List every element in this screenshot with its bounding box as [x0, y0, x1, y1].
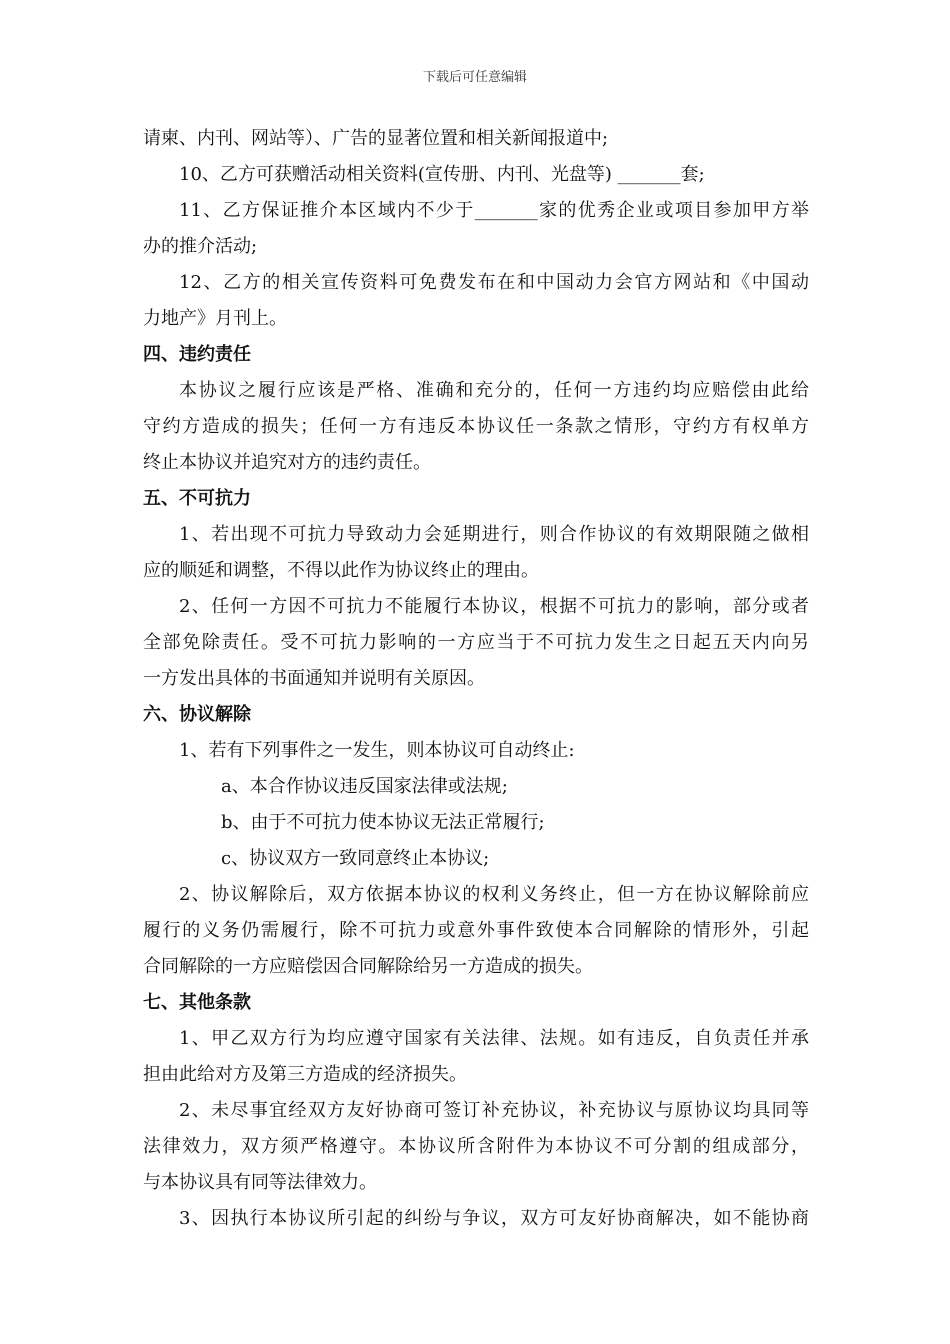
text-line: 10、乙方可获赠活动相关资料(宣传册、内刊、光盘等) _______套;: [179, 164, 705, 185]
document-body: [143, 121, 809, 1237]
section-heading: 六、协议解除: [143, 704, 251, 725]
text-line: 合同解除的一方应赔偿因合同解除给另一方造成的损失。: [143, 956, 593, 977]
text-line: 1、若有下列事件之一发生，则本协议可自动终止:: [179, 740, 575, 761]
text-line: 2、未尽事宜经双方友好协商可签订补充协议，补充协议与原协议均具同等: [179, 1100, 809, 1121]
text-line: c、协议双方一致同意终止本协议;: [221, 848, 490, 869]
text-line: 履行的义务仍需履行，除不可抗力或意外事件致使本合同解除的情形外，引起: [143, 920, 809, 941]
text-line: 一方发出具体的书面通知并说明有关原因。: [143, 668, 485, 689]
text-line: 应的顺延和调整，不得以此作为协议终止的理由。: [143, 560, 539, 581]
text-line: 本协议之履行应该是严格、准确和充分的，任何一方违约均应赔偿由此给: [179, 380, 809, 401]
text-line: 守约方造成的损失；任何一方有违反本协议任一条款之情形，守约方有权单方: [143, 416, 809, 437]
section-heading: 五、不可抗力: [143, 488, 251, 509]
text-line: 12、乙方的相关宣传资料可免费发布在和中国动力会官方网站和《中国动: [179, 272, 809, 293]
text-line: 终止本协议并追究对方的违约责任。: [143, 452, 431, 473]
text-line: 担由此给对方及第三方造成的经济损失。: [143, 1064, 467, 1085]
text-line: 2、协议解除后，双方依据本协议的权利义务终止，但一方在协议解除前应: [179, 884, 809, 905]
text-line: 与本协议具有同等法律效力。: [143, 1172, 377, 1193]
text-line: 力地产》月刊上。: [143, 308, 287, 329]
section-heading: 七、其他条款: [143, 992, 251, 1013]
text-line: b、由于不可抗力使本协议无法正常履行;: [221, 812, 545, 833]
text-line: 3、因执行本协议所引起的纠纷与争议，双方可友好协商解决，如不能协商: [179, 1208, 809, 1229]
text-line: 办的推介活动;: [143, 236, 258, 257]
text-line: 1、甲乙双方行为均应遵守国家有关法律、法规。如有违反，自负责任并承: [179, 1028, 809, 1049]
text-line: 法律效力，双方须严格遵守。本协议所含附件为本协议不可分割的组成部分，: [143, 1136, 809, 1157]
text-line: a、本合作协议违反国家法律或法规;: [221, 776, 508, 797]
text-line: 2、任何一方因不可抗力不能履行本协议，根据不可抗力的影响，部分或者: [179, 596, 809, 617]
text-line: 11、乙方保证推介本区域内不少于_______家的优秀企业或项目参加甲方举: [179, 200, 809, 221]
text-line: 1、若出现不可抗力导致动力会延期进行，则合作协议的有效期限随之做相: [179, 524, 809, 545]
text-line: 请柬、内刊、网站等）、广告的显著位置和相关新闻报道中;: [143, 128, 609, 149]
text-line: 全部免除责任。受不可抗力影响的一方应当于不可抗力发生之日起五天内向另: [143, 632, 809, 653]
section-heading: 四、违约责任: [143, 344, 251, 365]
page-header: 下载后可任意编辑: [422, 70, 527, 85]
